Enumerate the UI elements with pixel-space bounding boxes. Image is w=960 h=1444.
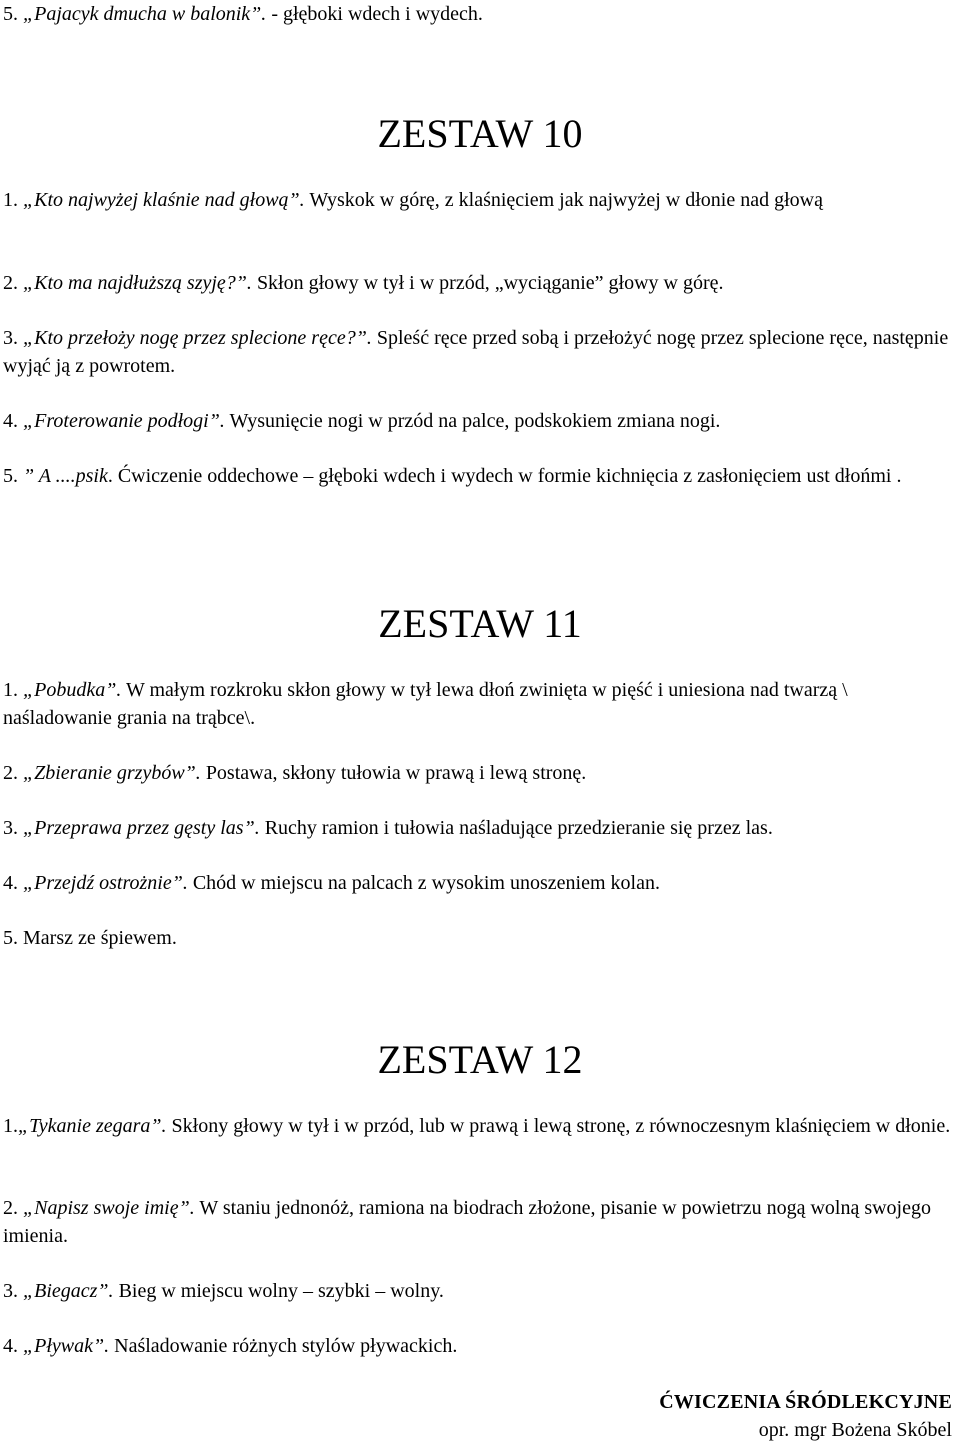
section-heading-zestaw-11: ZESTAW 11 <box>378 601 582 646</box>
list-item <box>3 186 954 214</box>
item-title: „Froterowanie podłogi”. <box>23 410 225 432</box>
footer-title: ĆWICZENIA ŚRÓDLEKCYJNE <box>659 1391 952 1413</box>
item-title: ” A ....psik <box>23 465 108 487</box>
item-title: „Zbieranie grzybów”. <box>23 762 201 784</box>
item-description: Spleść ręce przed sobą i przełożyć nogę przez splecione ręce, następnie wyjąć ją z powrotem. <box>3 327 949 377</box>
item-title: „Przejdź ostrożnie”. <box>23 872 188 894</box>
item-description: Skłony głowy w tył i w przód, lub w prawą i lewą stronę, z równoczesnym klaśnięciem w dłonie. <box>166 1115 951 1137</box>
item-number: 1. <box>3 1115 18 1137</box>
item-number: 1. <box>3 189 18 211</box>
footer <box>659 1388 952 1444</box>
item-description: Marsz ze śpiewem. <box>18 927 177 949</box>
list-item <box>3 324 954 380</box>
item-number: 5. <box>3 465 18 487</box>
section-heading-zestaw-10: ZESTAW 10 <box>377 111 583 156</box>
item-number: 2. <box>3 762 18 784</box>
list-item <box>3 759 954 787</box>
item-number: 2. <box>3 1197 18 1219</box>
item-title: „Przeprawa przez gęsty las”. <box>23 817 260 839</box>
item-number: 5. <box>3 3 18 25</box>
item-title: „Napisz swoje imię”. <box>23 1197 195 1219</box>
item-number: 1. <box>3 679 18 701</box>
item-description: - głęboki wdech i wydech. <box>266 3 483 25</box>
item-title: „Pobudka”. <box>23 679 122 701</box>
item-number: 2. <box>3 272 18 294</box>
item-description: Chód w miejscu na palcach z wysokim unoszeniem kolan. <box>187 872 660 894</box>
item-title: „Biegacz”. <box>23 1280 114 1302</box>
item-description: . Ćwiczenie oddechowe – głęboki wdech i wydech w formie kichnięcia z zasłonięciem ust dłońmi . <box>107 465 902 487</box>
item-title: „Kto ma najdłuższą szyję?”. <box>23 272 252 294</box>
item-description: Naśladowanie różnych stylów pływackich. <box>109 1335 458 1357</box>
item-number: 3. <box>3 327 18 349</box>
footer-author: opr. mgr Bożena Skóbel <box>758 1419 952 1441</box>
list-item <box>3 269 954 297</box>
list-item <box>3 1277 954 1305</box>
list-item <box>3 676 954 732</box>
item-description: Ruchy ramion i tułowia naśladujące przedzieranie się przez las. <box>259 817 773 839</box>
item-title: „Tykanie zegara”. <box>18 1115 167 1137</box>
item-number: 4. <box>3 872 18 894</box>
item-title: „Pływak”. <box>23 1335 110 1357</box>
item-title: „Kto najwyżej klaśnie nad głową”. <box>23 189 305 211</box>
item-number: 3. <box>3 1280 18 1302</box>
item-description: Bieg w miejscu wolny – szybki – wolny. <box>113 1280 444 1302</box>
item-description: Skłon głowy w tył i w przód, „wyciąganie” głowy w górę. <box>251 272 724 294</box>
item-number: 5. <box>3 927 18 949</box>
section-heading-zestaw-12: ZESTAW 12 <box>377 1037 583 1082</box>
item-number: 4. <box>3 1335 18 1357</box>
list-item <box>3 1194 954 1250</box>
list-item <box>3 924 954 952</box>
item-title: „Kto przełoży nogę przez splecione ręce?”. <box>23 327 372 349</box>
item-number: 3. <box>3 817 18 839</box>
list-item <box>3 1112 954 1140</box>
item-description: W staniu jednonóż, ramiona na biodrach złożone, pisanie w powietrzu nogą wolną swojego imienia. <box>3 1197 931 1247</box>
item-description: Wysunięcie nogi w przód na palce, podskokiem zmiana nogi. <box>224 410 721 432</box>
item-number: 4. <box>3 410 18 432</box>
list-item <box>3 814 954 842</box>
list-item <box>3 1332 954 1360</box>
list-item <box>3 0 954 28</box>
list-item <box>3 407 954 435</box>
list-item <box>3 462 954 490</box>
list-item <box>3 869 954 897</box>
item-title: „Pajacyk dmucha w balonik”. <box>23 3 267 25</box>
item-description: Wyskok w górę, z klaśnięciem jak najwyżej w dłonie nad głową <box>304 189 823 211</box>
item-description: W małym rozkroku skłon głowy w tył lewa dłoń zwinięta w pięść i uniesiona nad twarzą \ naśladowanie grania na trąbce\. <box>3 679 848 729</box>
item-description: Postawa, skłony tułowia w prawą i lewą stronę. <box>200 762 587 784</box>
